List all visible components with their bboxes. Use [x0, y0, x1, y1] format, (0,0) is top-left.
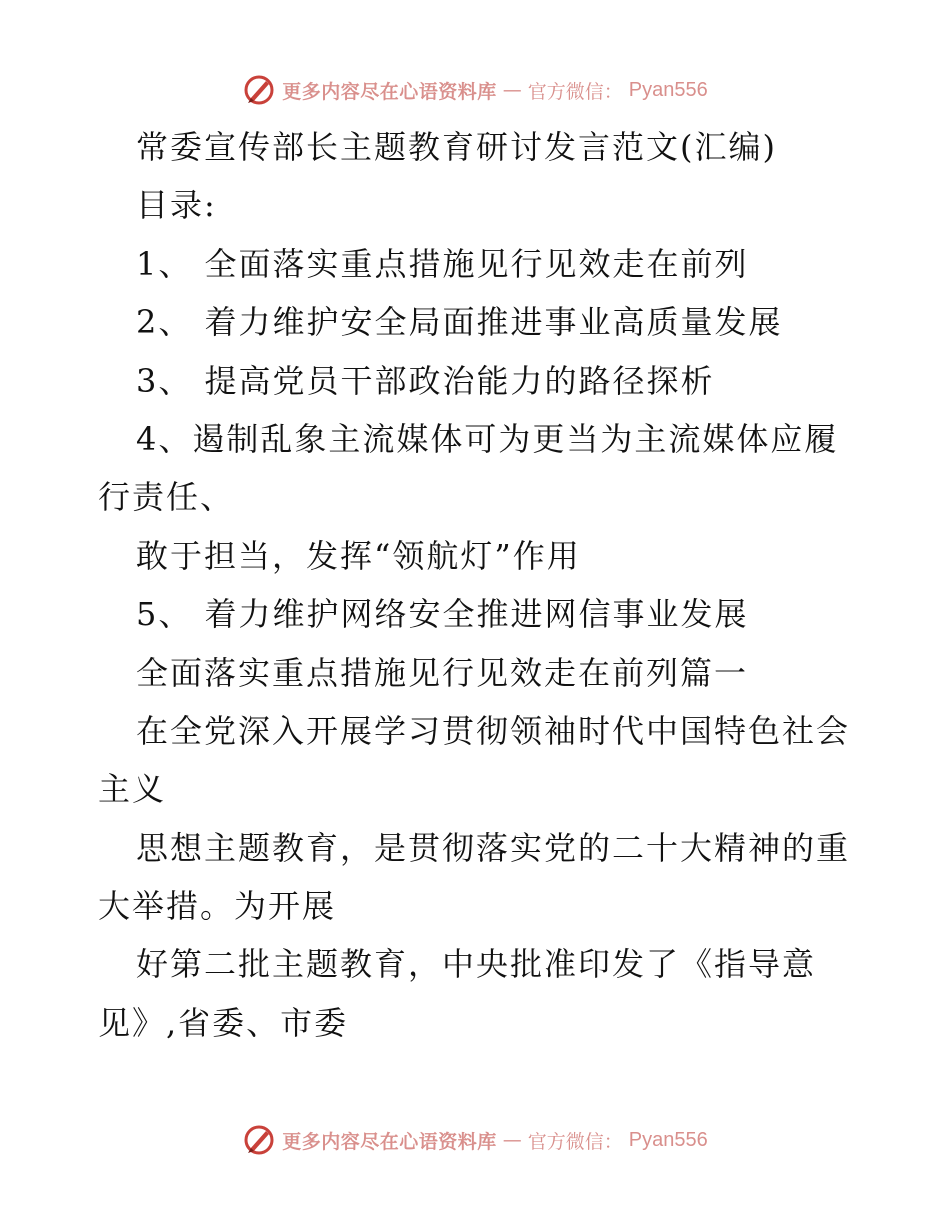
toc-item-4: 4、遏制乱象主流媒体可为更当为主流媒体应履	[136, 419, 839, 458]
footer-watermark	[0, 1120, 950, 1160]
pen-logo-icon	[242, 1123, 276, 1157]
section-heading: 全面落实重点措施见行见效走在前列篇一	[136, 653, 749, 692]
paragraph-line: 在全党深入开展学习贯彻领袖时代中国特色社会	[136, 711, 851, 750]
watermark-wechat-label: 官方微信：	[527, 1130, 623, 1153]
toc-item-2: 2、 着力维护安全局面推进事业高质量发展	[136, 303, 783, 342]
paragraph-line: 思想主题教育，是贯彻落实党的二十大精神的重	[136, 828, 851, 867]
pen-logo-icon	[242, 73, 276, 107]
watermark-separator: —	[502, 79, 522, 101]
watermark-separator: —	[502, 1129, 522, 1151]
paragraph-line: 主义	[98, 770, 167, 809]
toc-item-4-continued: 行责任、	[98, 478, 235, 517]
header-watermark	[0, 70, 950, 110]
paragraph-line: 见》,省委、市委	[98, 1003, 349, 1042]
watermark-brand: 更多内容尽在心语资料库	[282, 80, 497, 103]
watermark-wechat-label: 官方微信：	[527, 80, 623, 103]
toc-item-3: 3、 提高党员干部政治能力的路径探析	[136, 361, 715, 400]
toc-item-5: 5、 着力维护网络安全推进网信事业发展	[136, 595, 749, 634]
paragraph-line: 好第二批主题教育，中央批准印发了《指导意	[136, 945, 817, 984]
toc-item-1: 1、 全面落实重点措施见行见效走在前列	[136, 244, 749, 283]
watermark-brand: 更多内容尽在心语资料库	[282, 1130, 497, 1153]
toc-heading: 目录:	[136, 186, 217, 225]
document-body	[98, 118, 868, 1052]
watermark-wechat-id: Pyan556	[628, 78, 708, 101]
paragraph-line: 大举措。为开展	[98, 887, 337, 926]
watermark-wechat-id: Pyan556	[628, 1128, 708, 1151]
toc-item-4-subtitle: 敢于担当，发挥“领航灯”作用	[136, 536, 581, 575]
document-title: 常委宣传部长主题教育研讨发言范文(汇编)	[136, 128, 777, 166]
